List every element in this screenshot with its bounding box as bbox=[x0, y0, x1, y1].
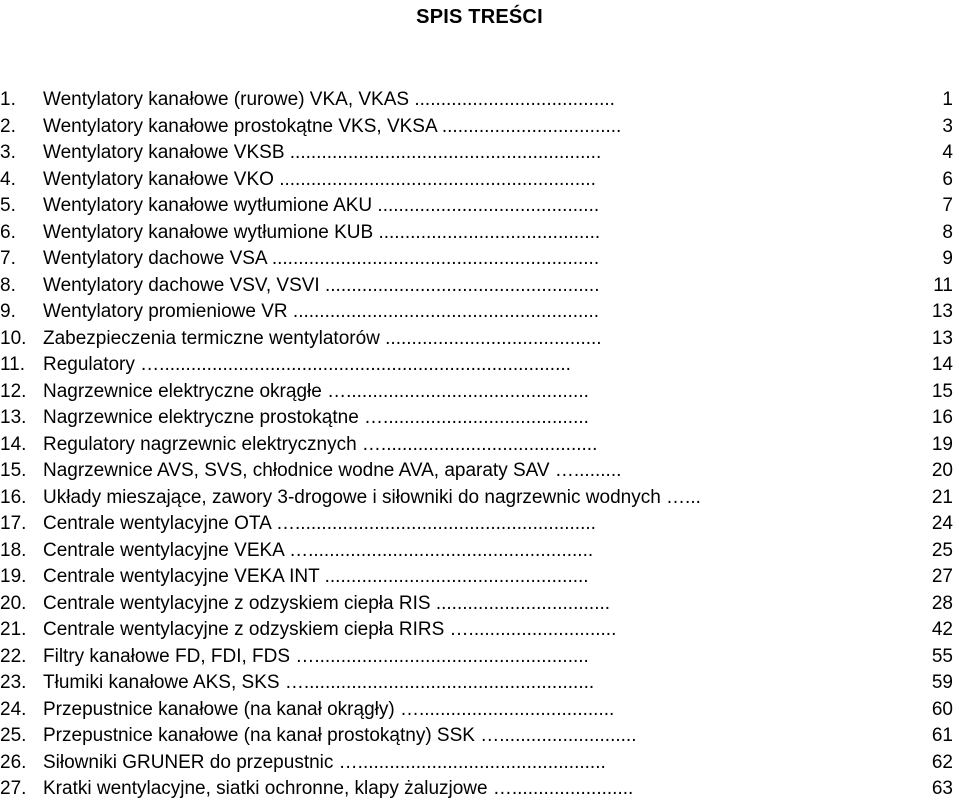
toc-entry-page: 55 bbox=[931, 645, 953, 667]
toc-entry bbox=[0, 617, 959, 644]
toc-entry-page: 24 bbox=[931, 513, 953, 534]
toc-entry-title: Regulatory nagrzewnic elektrycznych …......................................... bbox=[43, 433, 598, 455]
toc-entry-number: 13. bbox=[0, 407, 27, 428]
toc-entry bbox=[0, 140, 959, 167]
toc-entry-title: Wentylatory promieniowe VR .......................................................... bbox=[43, 301, 600, 322]
toc-entry-number: 11. bbox=[0, 354, 26, 375]
toc-entry-number: 15. bbox=[0, 460, 27, 481]
toc-entry-number: 20. bbox=[0, 592, 27, 614]
toc-entry bbox=[0, 485, 959, 512]
toc-entry-number: 2. bbox=[0, 115, 16, 137]
toc-entry-title: Wentylatory kanałowe wytłumione KUB .......................................... bbox=[43, 221, 601, 243]
toc-entry-number: 6. bbox=[0, 221, 16, 243]
toc-entry bbox=[0, 723, 959, 750]
toc-entry-number: 16. bbox=[0, 486, 27, 508]
toc-entry-title: Regulatory ….............................................................................. bbox=[43, 354, 571, 375]
toc-entry-number: 24. bbox=[0, 698, 27, 720]
toc-entry-title: Centrale wentylacyjne OTA …......................................................... bbox=[43, 513, 596, 534]
toc-entry-number: 19. bbox=[0, 566, 27, 587]
toc-entry-page: 3 bbox=[942, 115, 953, 137]
toc-entry bbox=[0, 458, 959, 485]
toc-entry bbox=[0, 511, 959, 538]
toc-entry-title: Wentylatory kanałowe (rurowe) VKA, VKAS ...................................... bbox=[43, 89, 615, 110]
toc-entry-page: 42 bbox=[931, 619, 953, 640]
toc-entry-title: Kratki wentylacyjne, siatki ochronne, klapy żaluzjowe …....................... bbox=[43, 778, 634, 799]
toc-entry bbox=[0, 193, 959, 220]
toc-entry bbox=[0, 776, 959, 803]
toc-entry-number: 3. bbox=[0, 142, 16, 163]
toc-entry-page: 62 bbox=[931, 751, 953, 773]
toc-entry-page: 25 bbox=[931, 539, 953, 561]
toc-entry-page: 63 bbox=[931, 778, 953, 799]
table-of-contents bbox=[0, 87, 959, 803]
toc-entry bbox=[0, 405, 959, 432]
toc-entry-number: 9. bbox=[0, 301, 16, 322]
toc-entry-number: 14. bbox=[0, 433, 27, 455]
toc-entry bbox=[0, 432, 959, 459]
toc-entry-number: 12. bbox=[0, 380, 27, 402]
toc-entry bbox=[0, 670, 959, 697]
toc-entry-page: 60 bbox=[931, 698, 953, 720]
toc-entry-page: 19 bbox=[931, 433, 953, 455]
toc-entry-page: 1 bbox=[942, 89, 953, 110]
toc-entry bbox=[0, 326, 959, 353]
toc-entry-number: 26. bbox=[0, 751, 27, 773]
toc-entry-title: Układy mieszające, zawory 3-drogowe i siłowniki do nagrzewnic wodnych …... bbox=[43, 486, 701, 508]
toc-entry-number: 21. bbox=[0, 619, 27, 640]
page-title: SPIS TREŚCI bbox=[416, 6, 543, 28]
toc-entry-page: 7 bbox=[942, 195, 953, 216]
toc-entry bbox=[0, 564, 959, 591]
toc-entry-title: Filtry kanałowe FD, FDI, FDS ….................................................... bbox=[43, 645, 589, 667]
toc-entry-title: Wentylatory kanałowe wytłumione AKU .......................................... bbox=[43, 195, 600, 216]
toc-entry-number: 18. bbox=[0, 539, 27, 561]
toc-entry-number: 7. bbox=[0, 248, 16, 269]
toc-entry bbox=[0, 273, 959, 300]
toc-entry-title: Tłumiki kanałowe AKS, SKS …....................................................... bbox=[43, 672, 595, 693]
toc-entry bbox=[0, 299, 959, 326]
toc-entry-page: 4 bbox=[942, 142, 953, 163]
toc-entry-number: 10. bbox=[0, 327, 27, 349]
toc-entry-number: 5. bbox=[0, 195, 16, 216]
toc-entry bbox=[0, 246, 959, 273]
toc-entry bbox=[0, 167, 959, 194]
toc-entry-title: Zabezpieczenia termiczne wentylatorów ......................................... bbox=[43, 327, 602, 349]
toc-entry-page: 61 bbox=[931, 725, 953, 746]
toc-entry-title: Centrale wentylacyjne VEKA …...................................................... bbox=[43, 539, 594, 561]
toc-entry-page: 27 bbox=[931, 566, 953, 587]
toc-entry-page: 9 bbox=[942, 248, 953, 269]
toc-entry-number: 8. bbox=[0, 274, 16, 296]
toc-entry-page: 6 bbox=[942, 168, 953, 190]
toc-entry-page: 13 bbox=[931, 301, 953, 322]
toc-entry-title: Centrale wentylacyjne z odzyskiem ciepła RIS ................................. bbox=[43, 592, 611, 614]
toc-entry-page: 15 bbox=[931, 380, 953, 402]
toc-entry-title: Przepustnice kanałowe (na kanał prostokątny) SSK ….......................... bbox=[43, 725, 637, 746]
toc-entry-title: Centrale wentylacyjne VEKA INT .................................................. bbox=[43, 566, 589, 587]
toc-entry-title: Przepustnice kanałowe (na kanał okrągły) …..................................... bbox=[43, 698, 615, 720]
toc-entry-page: 13 bbox=[931, 327, 953, 349]
toc-entry bbox=[0, 114, 959, 141]
toc-entry-title: Nagrzewnice AVS, SVS, chłodnice wodne AVA, aparaty SAV …......... bbox=[43, 460, 622, 481]
toc-entry-page: 28 bbox=[931, 592, 953, 614]
toc-entry-title: Wentylatory kanałowe VKSB ........................................................... bbox=[43, 142, 602, 163]
toc-entry bbox=[0, 750, 959, 777]
toc-entry bbox=[0, 538, 959, 565]
toc-entry-page: 21 bbox=[931, 486, 953, 508]
toc-entry-page: 14 bbox=[931, 354, 953, 375]
toc-entry bbox=[0, 697, 959, 724]
toc-entry bbox=[0, 379, 959, 406]
toc-entry-title: Wentylatory kanałowe VKO ............................................................ bbox=[43, 168, 596, 190]
toc-entry-page: 16 bbox=[931, 407, 953, 428]
toc-entry bbox=[0, 220, 959, 247]
toc-entry-page: 20 bbox=[931, 460, 953, 481]
toc-entry-title: Nagrzewnice elektryczne okrągłe ….............................................. bbox=[43, 380, 589, 402]
toc-entry-title: Wentylatory dachowe VSV, VSVI .................................................... bbox=[43, 274, 600, 296]
toc-entry-page: 11 bbox=[933, 274, 953, 296]
toc-entry-title: Nagrzewnice elektryczne prostokątne …....................................... bbox=[43, 407, 589, 428]
toc-entry-title: Centrale wentylacyjne z odzyskiem ciepła RIRS …............................ bbox=[43, 619, 617, 640]
toc-entry-title: Siłowniki GRUNER do przepustnic …............................................... bbox=[43, 751, 606, 773]
toc-entry-number: 25. bbox=[0, 725, 27, 746]
toc-entry-number: 17. bbox=[0, 513, 27, 534]
toc-entry bbox=[0, 352, 959, 379]
toc-entry-title: Wentylatory kanałowe prostokątne VKS, VKSA .................................. bbox=[43, 115, 622, 137]
toc-entry-number: 22. bbox=[0, 645, 27, 667]
toc-entry-page: 8 bbox=[942, 221, 953, 243]
toc-entry bbox=[0, 644, 959, 671]
toc-entry-number: 27. bbox=[0, 778, 27, 799]
toc-entry bbox=[0, 591, 959, 618]
toc-entry bbox=[0, 87, 959, 114]
toc-entry-number: 23. bbox=[0, 672, 27, 693]
toc-entry-title: Wentylatory dachowe VSA .............................................................. bbox=[43, 248, 600, 269]
toc-entry-number: 1. bbox=[0, 89, 16, 110]
toc-entry-number: 4. bbox=[0, 168, 16, 190]
toc-entry-page: 59 bbox=[931, 672, 953, 693]
